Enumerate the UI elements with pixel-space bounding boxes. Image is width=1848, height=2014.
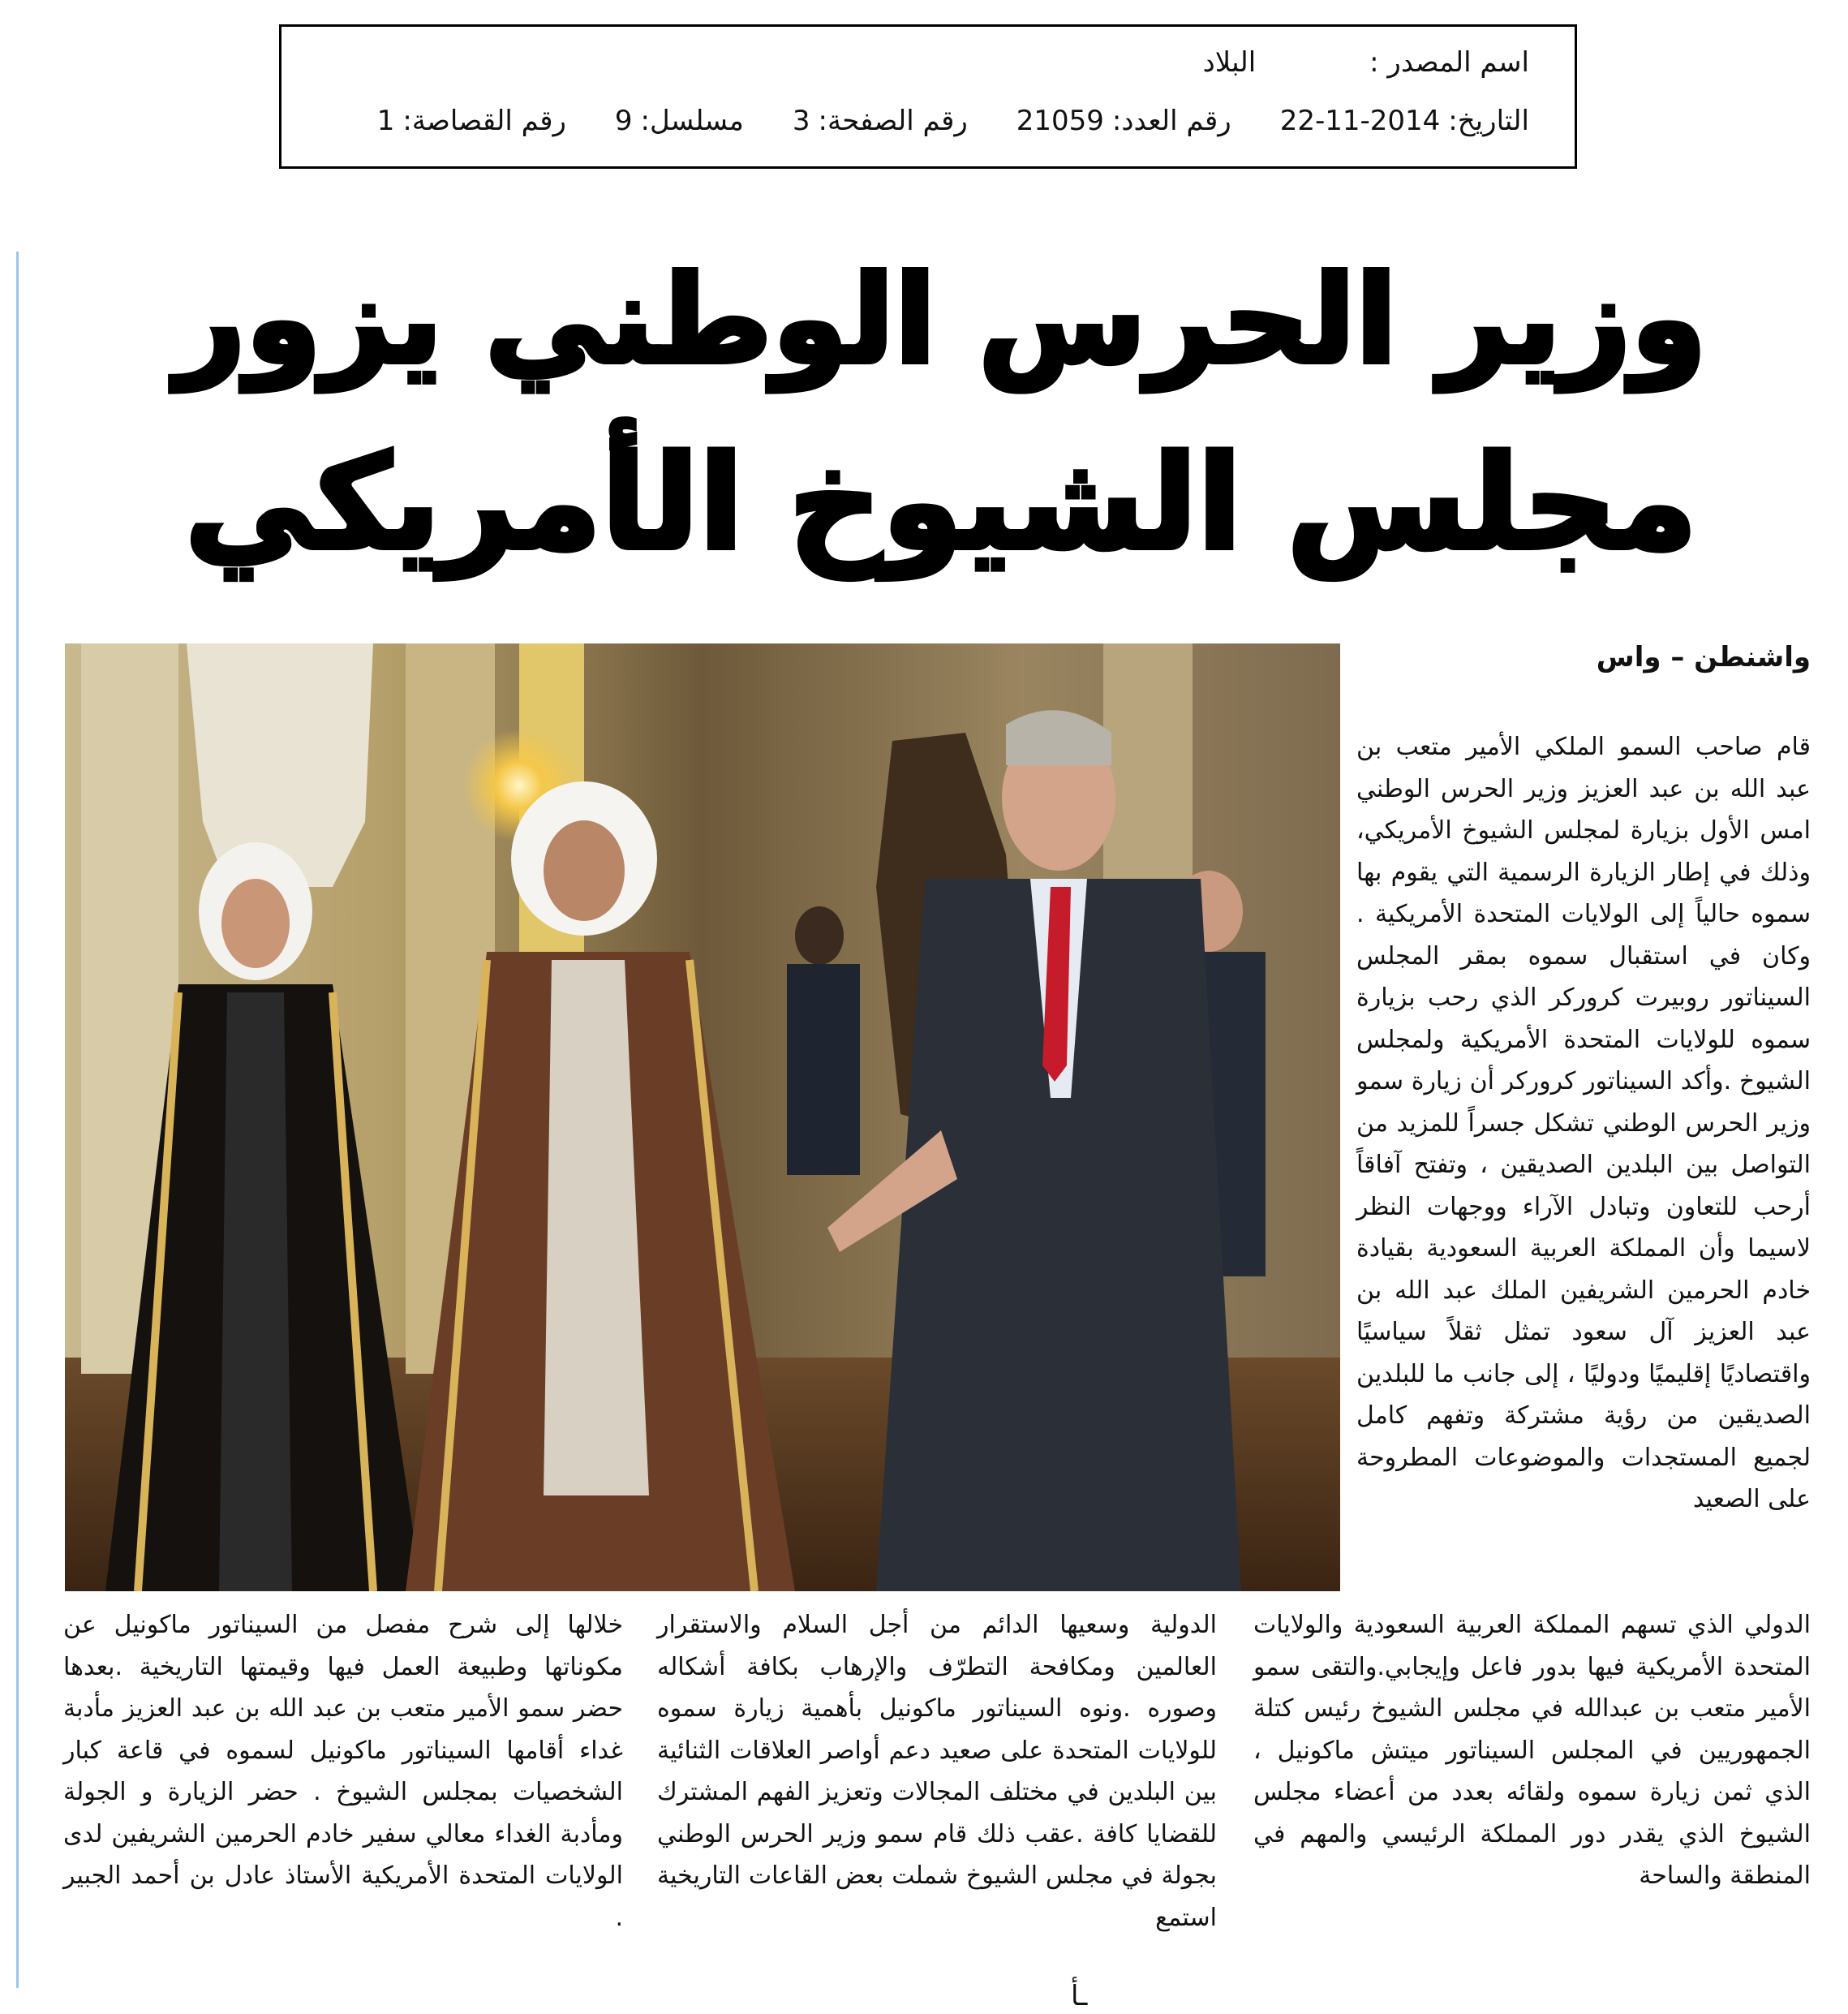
article-column-right-bottom: الدولي الذي تسهم المملكة العربية السعودية والولايات المتحدة الأمريكية فيها بدور فاعل وإيجابي.والتقى سمو الأمير متعب بن عبدالله في مجلس الشيوخ رئيس كتلة الجمهوريين في المجلس السيناتور ميتش ماكونيل ، الذي ثمن زيارة سموه ولقائه بعدد من أعضاء مجلس الشيوخ الذي يقدر دور المملكة الرئيسي والمهم في المنطقة والساحة [1253,1611,1811,1890]
date-label: التاريخ: [1448,105,1529,137]
headline-line-1: وزير الحرس الوطني يزور [175,250,1707,391]
article-column-middle: الدولية وسعيها الدائم من أجل السلام والاستقرار العالمين ومكافحة التطرّف والإرهاب بكافة أشكاله وصوره .ونوه السيناتور ماكونيل بأهمية زيارة سموه للولايات المتحدة على صعيد دعم أواصر العلاقات الثنائية بين البلدين في مختلف المجالات وتعزيز الفهم المشترك للقضايا كافة .عقب ذلك قام سمو وزير الحرس الوطني بجولة في مجلس الشيوخ شملت بعض القاعات التاريخية استمع [657,1611,1217,1932]
article-column-right-top: قام صاحب السمو الملكي الأمير متعب بن عبد الله بن عبد العزيز وزير الحرس الوطني امس الأول بزيارة لمجلس الشيوخ الأمريكي، وذلك في إطار الزيارة الرسمية التي يقوم بها سموه حالياً إلى الولايات المتحدة الأمريكية . وكان في استقبال سموه بمقر المجلس السيناتور روبيرت كروركر الذي رحب بزيارة سموه للولايات المتحدة الأمريكية ولمجلس الشيوخ .وأكد السيناتور كروركر أن زيارة سمو وزير الحرس الوطني تشكل جسراً للمزيد من التواصل بين البلدين الصديقين ، وتفتح آفاقاً أرحب للتعاون وتبادل الآراء ووجهات النظر لاسيما وأن المملكة العربية السعودية بقيادة خادم الحرمين الشريفين الملك عبد الله بن عبد العزيز آل سعود تمثل ثقلاً سياسيًا واقتصاديًا إقليميًا ودوليًا ، إلى جانب ما للبلدين الصديقين من رؤية مشتركة وتفهم كامل لجميع المستجدات والموضوعات المطروحة على الصعيد [1356,733,1811,1513]
page-label: رقم الصفحة: [818,105,968,137]
margin-rule [16,252,19,1988]
article-column-left: خلالها إلى شرح مفصل من السيناتور ماكونيل عن مكوناتها وطبيعة العمل فيها وقيمتها التاريخية .بعدها حضر سمو الأمير متعب بن عبد الله بن عبد العزيز مأدبة غداء أقامها السيناتور ماكونيل لسموه في قاعة كبار الشخصيات بمجلس الشيوخ . حضر الزيارة و الجولة ومأدبة الغداء معالي سفير خادم الحرمين الشريفين لدى الولايات المتحدة الأمريكية الأستاذ عادل بن أحمد الجبير . [63,1611,623,1932]
source-info-box [279,24,1577,169]
serial-label: مسلسل: [640,105,744,137]
news-photo [65,643,1340,1591]
issue-row [377,105,1529,137]
photo-illustration [65,643,1340,1591]
source-label: اسم المصدر : [1369,46,1529,79]
clip-label: رقم القصاصة: [402,105,566,137]
issue-label: رقم العدد: [1111,105,1231,137]
page-footer-mark: ـأ [1071,1980,1088,2012]
headline-line-2: مجلس الشيوخ الأمريكي [184,427,1698,579]
serial-value: 9 [614,105,633,137]
byline: واشنطن – واس [1596,641,1811,673]
date-value: 22-11-2014 [1279,105,1441,137]
source-row [1203,46,1529,79]
issue-value: 21059 [1016,105,1104,137]
source-value: البلاد [1202,46,1257,79]
page-value: 3 [792,105,810,137]
clip-value: 1 [376,105,395,137]
